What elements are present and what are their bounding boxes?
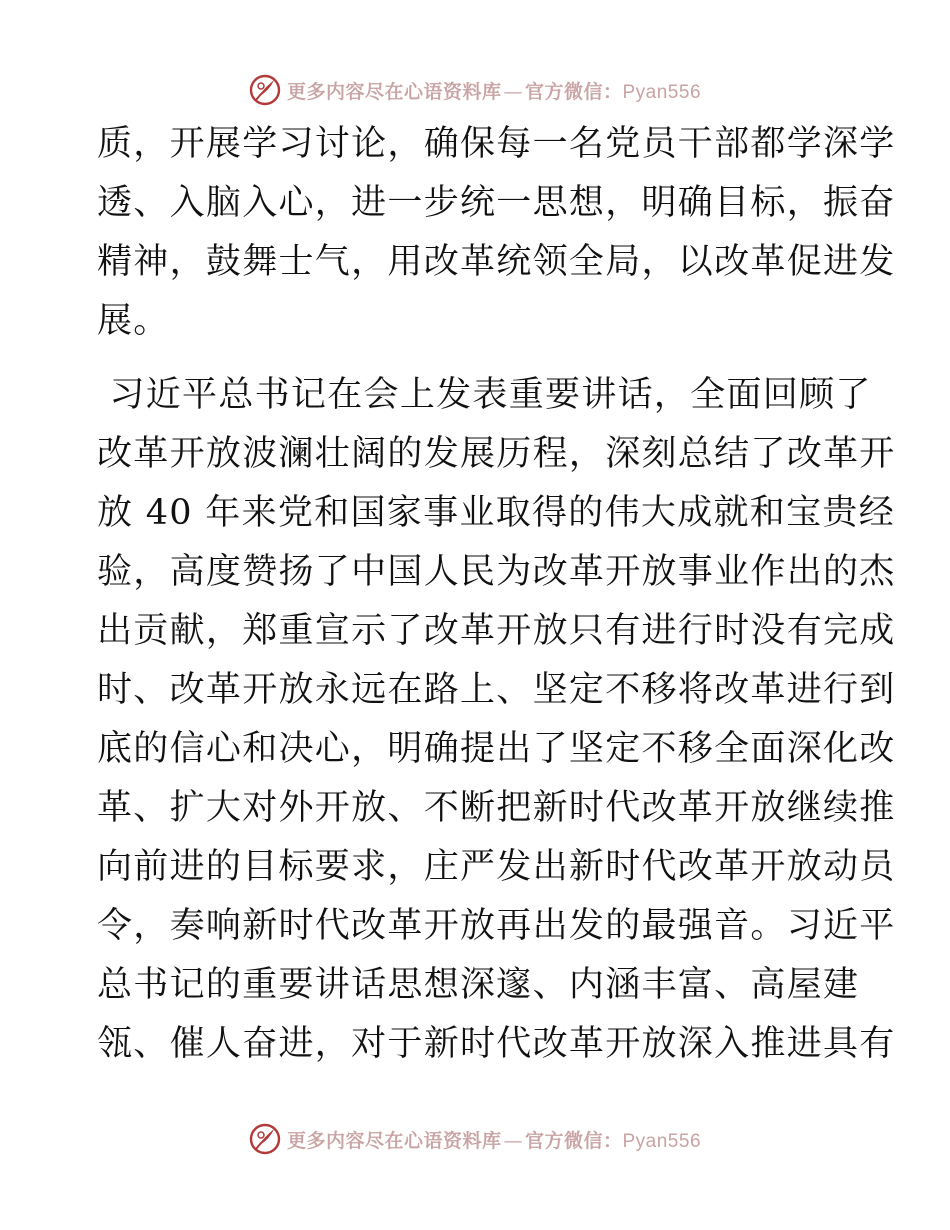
banner-separator: —: [503, 80, 523, 103]
text-line: 向前进的目标要求，庄严发出新时代改革开放动员: [97, 847, 896, 887]
banner-contact-label: 官方微信：: [524, 80, 623, 103]
text-line: 习近平总书记在会上发表重要讲话，全面回顾了: [97, 375, 872, 415]
text-line: 质，开展学习讨论，确保每一名党员干部都学深学: [97, 124, 896, 164]
text-line: 放 40 年来党和国家事业取得的伟大成就和宝贵经: [97, 493, 895, 533]
text-line: 总书记的重要讲话思想深邃、内涵丰富、高屋建: [97, 965, 860, 1005]
banner-separator: —: [503, 1129, 523, 1152]
header-banner: [0, 70, 950, 110]
text-line: 出贡献，郑重宣示了改革开放只有进行时没有完成: [97, 611, 896, 651]
banner-contact-id: Pyan556: [622, 1130, 702, 1152]
text-line: 革、扩大对外开放、不断把新时代改革开放继续推: [97, 788, 896, 828]
text-line: 精神，鼓舞士气，用改革统领全局，以改革促进发: [97, 242, 896, 282]
banner-site-text: 更多内容尽在心语资料库: [286, 1129, 502, 1152]
paragraph-1: [97, 115, 896, 351]
quill-pen-logo-icon: [249, 74, 281, 106]
quill-pen-logo-icon: [249, 1123, 281, 1155]
paragraph-2: [97, 366, 896, 1074]
text-line: 展。: [97, 301, 170, 341]
text-line: 透、入脑入心，进一步统一思想，明确目标，振奋: [97, 183, 896, 223]
text-line: 改革开放波澜壮阔的发展历程，深刻总结了改革开: [97, 434, 896, 474]
banner-text: [287, 1126, 701, 1153]
footer-banner: [0, 1119, 950, 1159]
banner-contact-id: Pyan556: [622, 81, 702, 103]
text-line: 验，高度赞扬了中国人民为改革开放事业作出的杰: [97, 552, 896, 592]
banner-site-text: 更多内容尽在心语资料库: [286, 80, 502, 103]
text-line: 瓴、催人奋进，对于新时代改革开放深入推进具有: [97, 1024, 896, 1064]
document-body: [97, 115, 896, 1074]
text-line: 时、改革开放永远在路上、坚定不移将改革进行到: [97, 670, 896, 710]
banner-text: [287, 77, 701, 104]
text-line: 底的信心和决心，明确提出了坚定不移全面深化改: [97, 729, 896, 769]
text-line: 令，奏响新时代改革开放再出发的最强音。习近平: [97, 906, 896, 946]
banner-contact-label: 官方微信：: [524, 1129, 623, 1152]
